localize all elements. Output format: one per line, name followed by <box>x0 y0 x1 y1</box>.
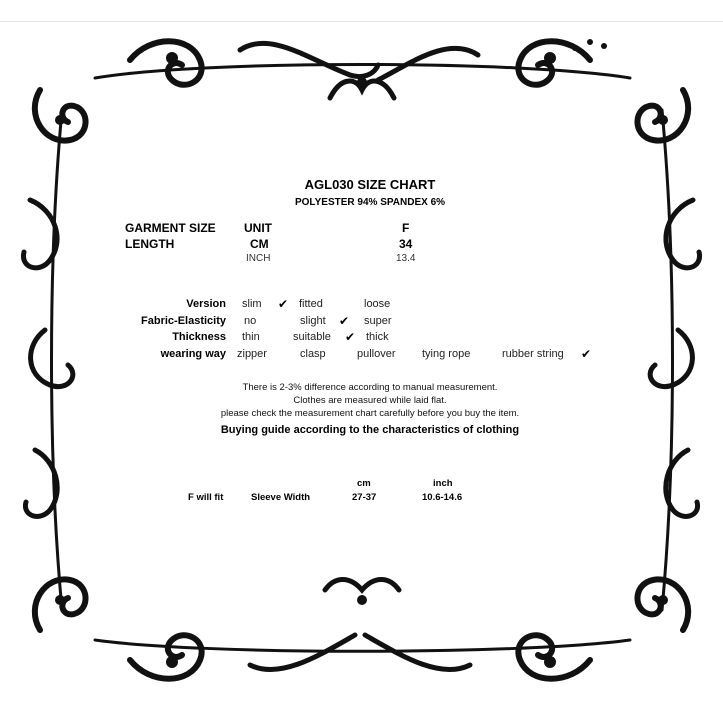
length-inch-value: 13.4 <box>396 253 416 264</box>
version-check-icon: ✔ <box>278 297 289 311</box>
thickness-check-icon: ✔ <box>345 330 356 344</box>
fit-col-cm: cm <box>357 478 371 489</box>
elasticity-label: Fabric-Elasticity <box>141 315 226 327</box>
elasticity-check-icon: ✔ <box>339 314 350 328</box>
unit-cm: CM <box>250 237 269 251</box>
thickness-label: Thickness <box>172 331 226 343</box>
note-check-chart: please check the measurement chart carefully before you buy the item. <box>220 408 520 419</box>
wearing-option-zipper: zipper <box>237 348 267 360</box>
wearing-check-icon: ✔ <box>581 347 592 361</box>
elasticity-option-slight: slight <box>300 315 326 327</box>
fit-col-inch: inch <box>433 478 453 489</box>
thickness-option-thin: thin <box>242 331 260 343</box>
unit-header: UNIT <box>244 221 272 235</box>
fit-row-label: F will fit <box>188 492 224 503</box>
version-option-fitted: fitted <box>299 298 323 310</box>
sleeve-width-cm: 27-37 <box>352 492 377 503</box>
wearing-option-rubber-string: rubber string <box>502 348 564 360</box>
chart-title: AGL030 SIZE CHART <box>304 177 436 192</box>
note-laid-flat: Clothes are measured while laid flat. <box>293 395 447 406</box>
version-option-slim: slim <box>242 298 262 310</box>
length-cm-value: 34 <box>399 237 413 251</box>
buying-guide-heading: Buying guide according to the characteristics of clothing <box>220 424 520 436</box>
elasticity-option-super: super <box>364 315 392 327</box>
wearing-option-tying-rope: tying rope <box>422 348 471 360</box>
length-row-label: LENGTH <box>125 237 175 251</box>
wearing-option-clasp: clasp <box>300 348 326 360</box>
version-label: Version <box>186 298 226 310</box>
unit-inch: INCH <box>246 253 271 264</box>
fit-measure-label: Sleeve Width <box>251 492 311 503</box>
sleeve-width-inch: 10.6-14.6 <box>422 492 463 503</box>
elasticity-option-no: no <box>244 315 257 327</box>
thickness-option-suitable: suitable <box>293 331 331 343</box>
wearing-way-label: wearing way <box>160 348 226 360</box>
thickness-option-thick: thick <box>366 331 389 343</box>
note-measurement-difference: There is 2-3% difference according to manual measurement. <box>242 382 498 393</box>
version-option-loose: loose <box>364 298 391 310</box>
wearing-option-pullover: pullover <box>357 348 396 360</box>
garment-size-header: GARMENT SIZE <box>125 221 216 235</box>
fabric-composition: POLYESTER 94% SPANDEX 6% <box>294 197 446 208</box>
size-f-header: F <box>402 221 410 235</box>
